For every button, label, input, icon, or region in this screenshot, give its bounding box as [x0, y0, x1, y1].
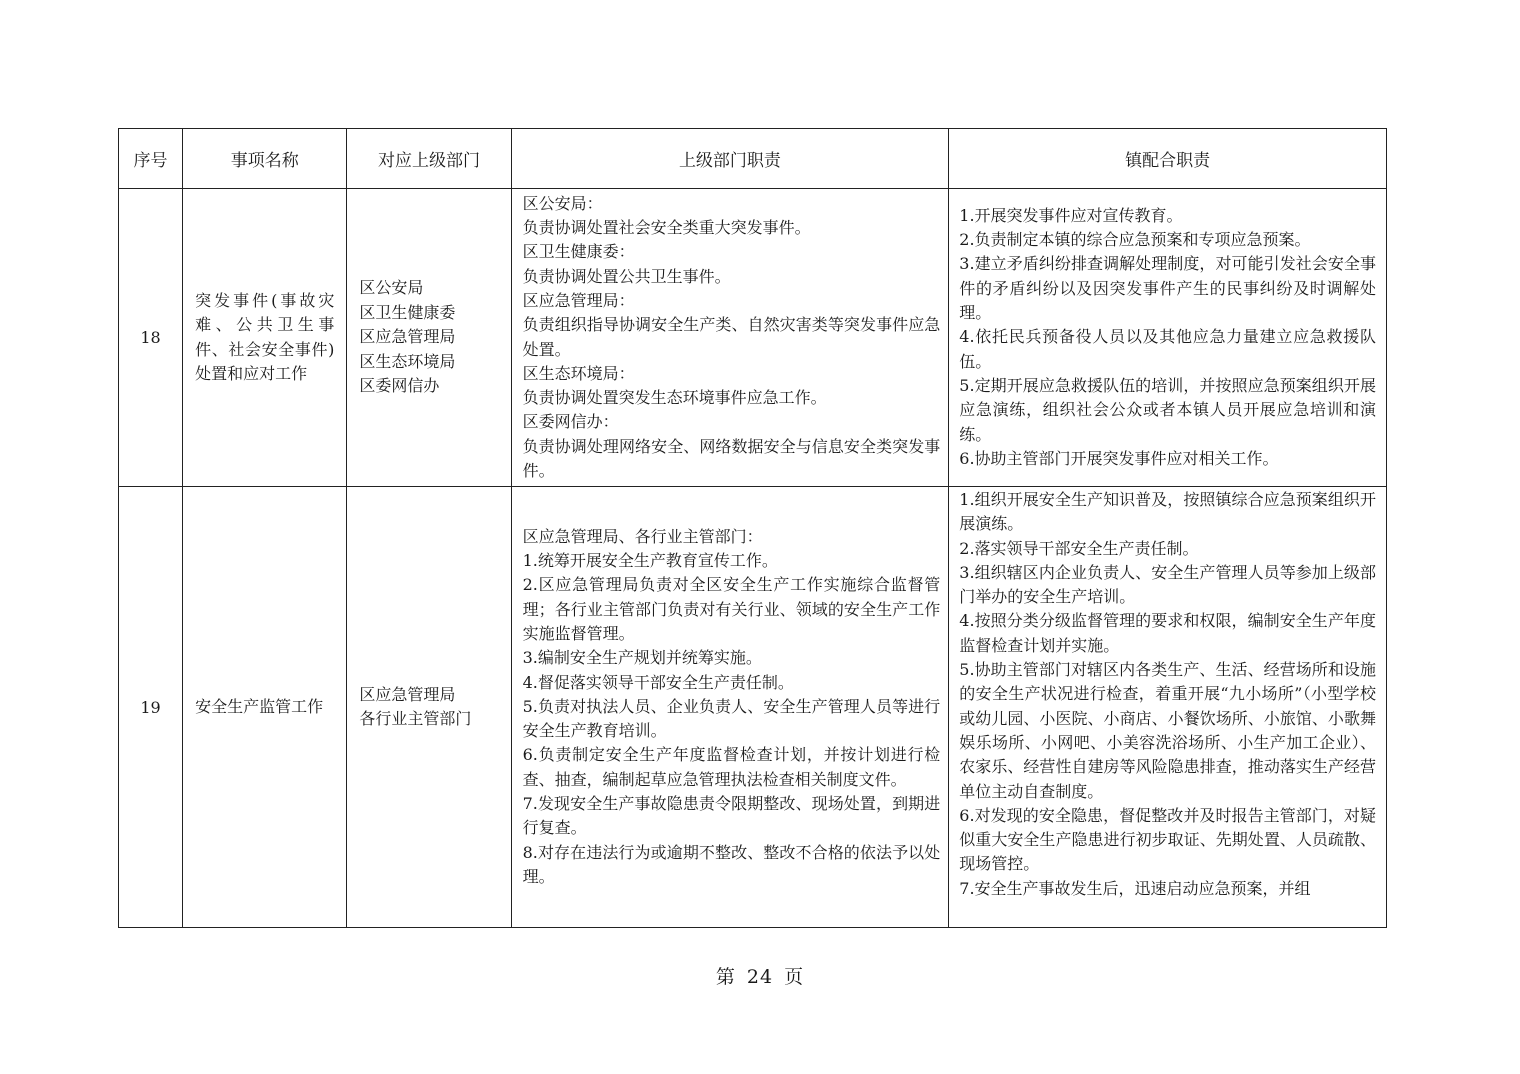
header-upper-duties: 上级部门职责 — [511, 129, 949, 189]
duty-item: 4.按照分类分级监督管理的要求和权限，编制安全生产年度监督检查计划并实施。 — [959, 611, 1376, 655]
duty-item: 7.安全生产事故发生后，迅速启动应急预案，并组 — [959, 878, 1311, 898]
row-town-duties — [949, 487, 1387, 928]
row-serial-no: 18 — [119, 189, 183, 487]
duty-item: 负责协调处置社会安全类重大突发事件。 — [522, 218, 811, 238]
duty-item: 负责协调处理网络安全、网络数据安全与信息安全类突发事件。 — [522, 436, 941, 480]
duty-item: 区公安局： — [522, 193, 603, 213]
row-upper-duties — [511, 487, 949, 928]
duty-item: 5.定期开展应急救援队伍的培训，并按照应急预案组织开展应急演练，组织社会公众或者本镇人员开展应急培训和演练。 — [959, 375, 1376, 444]
header-item-name: 事项名称 — [183, 129, 347, 189]
duty-item: 区应急管理局： — [522, 290, 635, 310]
duty-item: 6.协助主管部门开展突发事件应对相关工作。 — [959, 448, 1279, 468]
header-serial-no: 序号 — [119, 129, 183, 189]
duty-item: 1.组织开展安全生产知识普及，按照镇综合应急预案组织开展演练。 — [959, 490, 1376, 534]
department-item: 区卫生健康委 — [359, 302, 456, 322]
duty-item: 4.督促落实领导干部安全生产责任制。 — [522, 672, 794, 692]
duty-item: 3.建立矛盾纠纷排查调解处理制度，对可能引发社会安全事件的矛盾纠纷以及因突发事件产生的民事纠纷及时调解处理。 — [959, 254, 1376, 323]
duty-item: 负责协调处置突发生态环境事件应急工作。 — [522, 388, 827, 408]
duty-item: 3.组织辖区内企业负责人、安全生产管理人员等参加上级部门举办的安全生产培训。 — [959, 562, 1376, 607]
item-name-text: 安全生产监管工作 — [195, 696, 324, 716]
duty-item: 8.对存在违法行为或逾期不整改、整改不合格的依法予以处理。 — [522, 842, 941, 886]
table-header-row — [119, 129, 1387, 189]
duty-item: 区委网信办： — [522, 412, 619, 432]
page-suffix: 页 — [784, 966, 805, 988]
page-number-footer — [0, 962, 1520, 989]
row-departments — [347, 487, 511, 928]
department-item: 区公安局 — [359, 278, 424, 298]
duty-item: 2.负责制定本镇的综合应急预案和专项应急预案。 — [959, 230, 1311, 250]
duty-item: 7.发现安全生产事故隐患责令限期整改、现场处置，到期进行复查。 — [522, 794, 941, 838]
duty-item: 4.依托民兵预备役人员以及其他应急力量建立应急救援队伍。 — [959, 327, 1376, 371]
row-item-name — [183, 487, 347, 928]
duty-item: 1.开展突发事件应对宣传教育。 — [959, 205, 1183, 225]
page-number: 24 — [746, 966, 774, 988]
duty-item: 6.负责制定安全生产年度监督检查计划，并按计划进行检查、抽查，编制起草应急管理执法检查相关制度文件。 — [522, 745, 941, 789]
department-item: 各行业主管部门 — [359, 709, 472, 728]
row-serial-no: 19 — [119, 487, 183, 928]
item-name-text: 突发事件(事故灾难、公共卫生事件、社会安全事件)处置和应对工作 — [195, 290, 335, 383]
header-upper-department: 对应上级部门 — [347, 129, 511, 189]
row-upper-duties — [511, 189, 949, 487]
row-town-duties — [949, 189, 1387, 487]
duty-item: 区生态环境局： — [522, 363, 635, 383]
table-row — [119, 189, 1387, 487]
duty-item: 负责协调处置公共卫生事件。 — [522, 266, 731, 286]
department-item: 区应急管理局 — [359, 684, 456, 704]
row-item-name — [183, 189, 347, 487]
duty-item: 5.协助主管部门对辖区内各类生产、生活、经营场所和设施的安全生产状况进行检查，着重开展“九小场所”（小型学校或幼儿园、小医院、小商店、小餐饮场所、小旅馆、小歌舞娱乐场所、小网吧、小美容洗浴场所、小生产加工企业）、农家乐、经营性自建房等风险隐患排查，推动落实生产经营单位主动自查制度。 — [959, 660, 1376, 801]
duty-item: 1.统筹开展安全生产教育宣传工作。 — [522, 551, 778, 571]
page-prefix: 第 — [715, 966, 736, 988]
department-item: 区生态环境局 — [359, 351, 456, 371]
duty-item: 5.负责对执法人员、企业负责人、安全生产管理人员等进行安全生产教育培训。 — [522, 696, 941, 741]
duty-item: 区应急管理局、各行业主管部门： — [522, 526, 763, 546]
duty-item: 6.对发现的安全隐患，督促整改并及时报告主管部门，对疑似重大安全生产隐患进行初步取证、先期处置、人员疏散、现场管控。 — [959, 805, 1376, 874]
department-item: 区委网信办 — [359, 376, 440, 396]
table-row — [119, 487, 1387, 928]
duty-item: 2.区应急管理局负责对全区安全生产工作实施综合监督管理；各行业主管部门负责对有关行业、领域的安全生产工作实施监督管理。 — [522, 575, 941, 643]
row-departments — [347, 189, 511, 487]
duty-item: 3.编制安全生产规划并统筹实施。 — [522, 648, 762, 668]
duty-item: 2.落实领导干部安全生产责任制。 — [959, 538, 1199, 558]
duties-table — [118, 128, 1387, 928]
department-item: 区应急管理局 — [359, 327, 456, 347]
duty-item: 负责组织指导协调安全生产类、自然灾害类等突发事件应急处置。 — [522, 315, 941, 359]
header-town-duties: 镇配合职责 — [949, 129, 1387, 189]
duty-item: 区卫生健康委： — [522, 242, 635, 262]
